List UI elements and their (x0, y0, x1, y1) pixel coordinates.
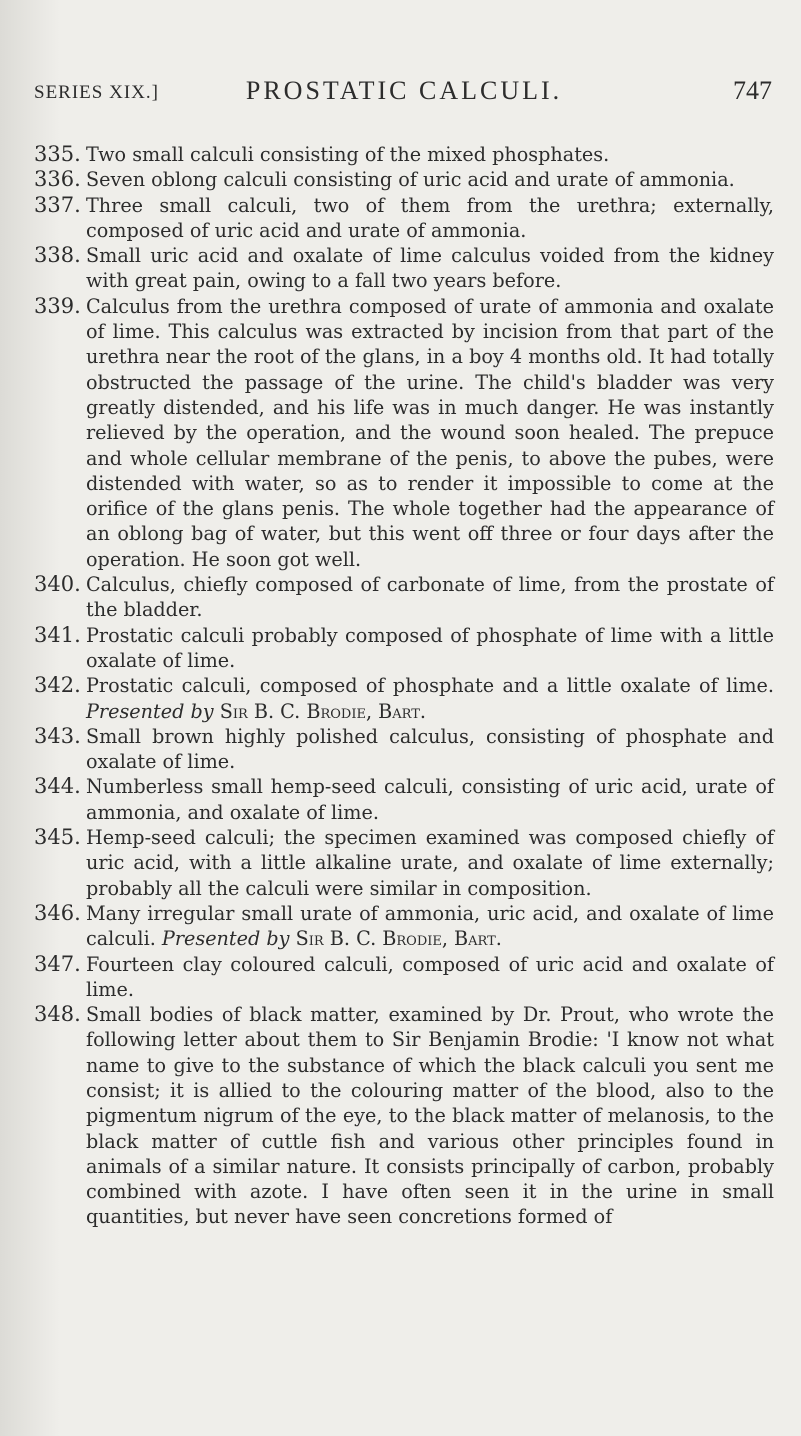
page-title: PROSTATIC CALCULI. (245, 76, 563, 105)
entry-text-wrap (86, 673, 774, 724)
running-header (34, 76, 774, 116)
entry-number: 340. (34, 572, 81, 597)
entry-number: 339. (34, 293, 81, 318)
presenter-name: Sir B. C. Brodie, Bart. (219, 699, 426, 723)
entry-text: Small bodies of black matter, examined by Dr. Prout, who wrote the following letter about them to Sir Benjamin Brodie: 'I know not what name to give to the substance of which the black calculi you sent me consist; it is allied to the colouring matter of the blood, also to the pigmentum nigrum of the eye, to the black matter of melanosis, to the black matter of cuttle fish and various other principles found in animals of a similar nature. It consists principally of carbon, probably combined with azote. I have often seen it in the urine in small quantities, but never have seen concretions formed of (86, 1003, 774, 1229)
catalogue-entry (34, 901, 774, 952)
page-number: 747 (733, 76, 772, 105)
catalogue-entry (34, 167, 774, 192)
entry-text: Seven oblong calculi consisting of uric acid and urate of ammonia. (86, 168, 735, 192)
catalogue-entry (34, 623, 774, 674)
presenter-name: Sir B. C. Brodie, Bart. (295, 927, 502, 951)
entry-text: Prostatic calculi probably composed of phosphate of lime with a little oxalate of lime. (86, 623, 774, 672)
catalogue-entry (34, 142, 774, 167)
entry-number: 341. (34, 622, 81, 647)
catalogue-entry (34, 673, 774, 724)
entry-number: 342. (34, 673, 81, 698)
entry-text: Small brown highly polished calculus, consisting of phosphate and oxalate of lime. (86, 724, 774, 774)
catalogue-entry (34, 774, 774, 825)
entry-number: 343. (34, 723, 81, 748)
catalogue-entry (34, 952, 774, 1003)
catalogue-entry (34, 825, 774, 901)
entry-text: Calculus, chiefly composed of carbonate of lime, from the prostate of the bladder. (86, 573, 774, 622)
catalogue-entries (34, 142, 774, 1230)
entry-text: Numberless small hemp-seed calculi, consisting of uric acid, urate of ammonia, and oxalate of lime. (86, 775, 774, 824)
entry-number: 344. (34, 774, 81, 799)
entry-text: Many irregular small urate of ammonia, uric acid, and oxalate of lime calculi. (86, 901, 774, 951)
entry-text: Two small calculi consisting of the mixed phosphates. (86, 143, 610, 166)
entry-text: Hemp-seed calculi; the specimen examined was composed chiefly of uric acid, with a little alkaline urate, and oxalate of lime externally; probably all the calculi were similar in composition. (86, 826, 774, 900)
catalogue-entry (34, 724, 774, 775)
presented-by-label: Presented by (161, 927, 290, 951)
catalogue-entry (34, 1002, 774, 1230)
catalogue-entry (34, 243, 774, 294)
entry-number: 337. (34, 192, 81, 217)
entry-number: 348. (34, 1002, 81, 1027)
catalogue-entry (34, 294, 774, 572)
entry-text: Small uric acid and oxalate of lime calculus voided from the kidney with great pain, owing to a fall two years before. (86, 244, 774, 293)
entry-text: Three small calculi, two of them from the urethra; externally, composed of uric acid and urate of ammonia. (86, 193, 774, 242)
entry-number: 346. (34, 900, 81, 925)
entry-number: 338. (34, 243, 81, 268)
entry-number: 335. (34, 142, 81, 166)
entry-number: 336. (34, 167, 81, 192)
catalogue-entry (34, 193, 774, 244)
entry-text-wrap (86, 901, 774, 952)
presented-by-label: Presented by (86, 699, 214, 723)
entry-number: 345. (34, 825, 81, 850)
catalogue-entry (34, 572, 774, 623)
entry-text: Calculus from the urethra composed of urate of ammonia and oxalate of lime. This calculus was extracted by incision from that part of the urethra near the root of the glans, in a boy 4 months old. It had totally obstructed the passage of the urine. The child's bladder was very greatly distended, and his life was in much danger. He was instantly relieved by the operation, and the wound soon healed. The prepuce and whole cellular membrane of the penis, to above the pubes, were distended with water, so as to render it impossible to come at the orifice of the glans penis. The whole together had the appearance of an oblong bag of water, but this went off three or four days after the operation. He soon got well. (86, 294, 774, 571)
series-label: SERIES XIX.] (34, 82, 159, 103)
entry-text: Fourteen clay coloured calculi, composed of uric acid and oxalate of lime. (86, 952, 774, 1001)
entry-number: 347. (34, 951, 81, 976)
entry-text: Prostatic calculi, composed of phosphate and a little oxalate of lime. (86, 674, 774, 698)
